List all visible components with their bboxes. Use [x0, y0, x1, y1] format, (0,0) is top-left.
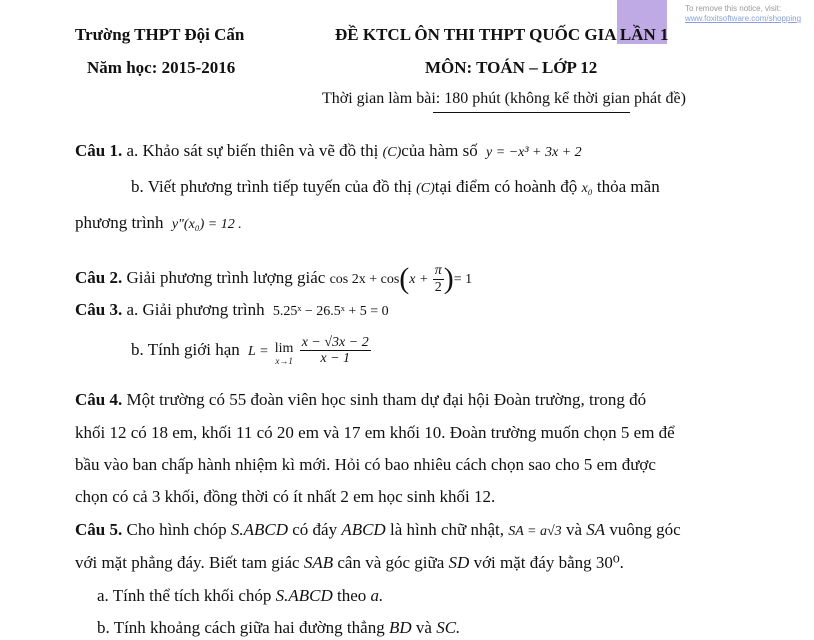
- q5-b-and: và: [415, 618, 432, 637]
- q5-line-1: [75, 520, 681, 540]
- q1-label: Câu 1.: [75, 141, 123, 160]
- q4-text-1: Một trường có 55 đoàn viên học sinh tham dự đại hội Đoàn trường, trong đó: [126, 390, 647, 409]
- watermark-line1: To remove this notice, visit:: [685, 4, 782, 13]
- q5-a-pyr: S.ABCD: [275, 586, 333, 605]
- q1-b-text3: thỏa mãn: [596, 177, 660, 196]
- q5-l1-sa: SA: [586, 520, 606, 539]
- q1-b-line2-text: phương trình: [75, 213, 164, 232]
- q1-a-text: a. Khảo sát sự biến thiên và vẽ đồ thị: [126, 141, 379, 160]
- q5-l1-b: có đáy: [292, 520, 338, 539]
- q3-b-lim: [273, 335, 296, 366]
- q3-lim-sub: x→1: [275, 355, 293, 366]
- watermark-link[interactable]: www.foxitsoftware.com/shopping: [685, 14, 802, 23]
- q2-fraction: [433, 263, 444, 295]
- q5-a-text2: theo: [337, 586, 367, 605]
- q1-a-curve: (C): [382, 145, 402, 160]
- q3-a-formula: 5.25ˣ − 26.5ˣ + 5 = 0: [272, 304, 389, 319]
- q5-b-text: b. Tính khoảng cách giữa hai đường thẳng: [97, 618, 385, 637]
- q2-frac-num: π: [434, 263, 442, 279]
- q3-b-text: b. Tính giới hạn: [131, 339, 240, 359]
- q5-l2-angle: 30⁰.: [595, 553, 624, 572]
- q4-line-1: [75, 390, 646, 410]
- q2-frac-den: 2: [434, 279, 442, 295]
- q5-l1-pyr: S.ABCD: [230, 520, 288, 539]
- q5-label: Câu 5.: [75, 520, 123, 539]
- q5-l1-formula: SA = a√3: [508, 524, 562, 539]
- q5-l2-c: với mặt đáy bằng: [473, 553, 592, 572]
- header-underline: [433, 112, 630, 113]
- q5-a-var: a.: [370, 586, 384, 605]
- q3-label: Câu 3.: [75, 300, 123, 319]
- q5-b-sc: SC.: [436, 618, 461, 637]
- exam-time: Thời gian làm bài: 180 phút (không kể thời gian phát đề): [322, 90, 686, 107]
- q3-b-line: [131, 335, 371, 367]
- q5-a-text: a. Tính thể tích khối chóp: [97, 586, 272, 605]
- q1-b-formula: y"(x₀) = 12 .: [171, 217, 242, 232]
- q1-a-text2: của hàm số: [401, 141, 478, 160]
- q3-b-fraction: [300, 335, 371, 367]
- q3-lim-word: lim: [274, 341, 294, 357]
- q2-formula-left: cos 2x + cos: [329, 271, 400, 287]
- q1-b-curve: (C): [416, 181, 435, 196]
- q2-text: Giải phương trình lượng giác: [126, 267, 326, 287]
- q5-b-line: [97, 618, 460, 638]
- q1-b-line2: [75, 213, 242, 233]
- q5-l2-sd: SD: [448, 553, 470, 572]
- q4-line-2: khối 12 có 18 em, khối 11 có 20 em và 17 em khối 10. Đoàn trường muốn chọn 5 em để: [75, 423, 675, 442]
- q5-b-bd: BD: [388, 618, 412, 637]
- q1-b-var: x₀: [581, 181, 593, 196]
- q5-l1-d: và: [565, 520, 582, 539]
- q2-formula-x: x +: [409, 271, 429, 287]
- q4-line-3: bầu vào ban chấp hành nhiệm kì mới. Hỏi có bao nhiêu cách chọn sao cho 5 em được: [75, 455, 656, 474]
- q3-b-den: x − 1: [320, 351, 351, 367]
- q1-b-line: [131, 177, 660, 197]
- q5-l1-c: là hình chữ nhật,: [389, 520, 504, 539]
- school-name: Trường THPT Đội Cấn: [75, 25, 245, 44]
- q1-b-text2: tại điểm có hoành độ: [434, 177, 578, 196]
- school-year: Năm học: 2015-2016: [87, 58, 236, 77]
- q5-l2-b: cân và góc giữa: [337, 553, 445, 572]
- q5-l2-a: với mặt phẳng đáy. Biết tam giác: [75, 553, 300, 572]
- q3-b-num: x − √3x − 2: [301, 335, 369, 350]
- q5-l2-sab: SAB: [303, 553, 334, 572]
- q5-l1-base: ABCD: [341, 520, 386, 539]
- q2-formula-right: = 1: [453, 271, 473, 287]
- q1-b-text: b. Viết phương trình tiếp tuyến của đồ thị: [131, 177, 412, 196]
- q3-b-L: L =: [248, 343, 269, 359]
- q2-label: Câu 2.: [75, 267, 123, 287]
- q4-label: Câu 4.: [75, 390, 123, 409]
- q2-line: [75, 262, 472, 296]
- q1-a-line: [75, 141, 582, 161]
- q3-a-text: a. Giải phương trình: [126, 300, 265, 319]
- q2-paren-close: ): [443, 262, 454, 295]
- exam-subject: MÔN: TOÁN – LỚP 12: [425, 58, 598, 77]
- exam-title: ĐỀ KTCL ÔN THI THPT QUỐC GIA LẦN 1: [335, 25, 669, 44]
- q4-line-4: chọn có cả 3 khối, đồng thời có ít nhất 2 em học sinh khối 12.: [75, 487, 496, 506]
- q3-a-line: [75, 300, 389, 320]
- q2-paren-open: (: [399, 262, 410, 295]
- q5-l1-a: Cho hình chóp: [126, 520, 227, 539]
- q5-a-line: [97, 586, 383, 606]
- q5-line-2: [75, 553, 624, 573]
- q1-a-formula: y = −x³ + 3x + 2: [486, 145, 582, 160]
- q5-l1-e: vuông góc: [609, 520, 681, 539]
- watermark-notice: [685, 4, 801, 24]
